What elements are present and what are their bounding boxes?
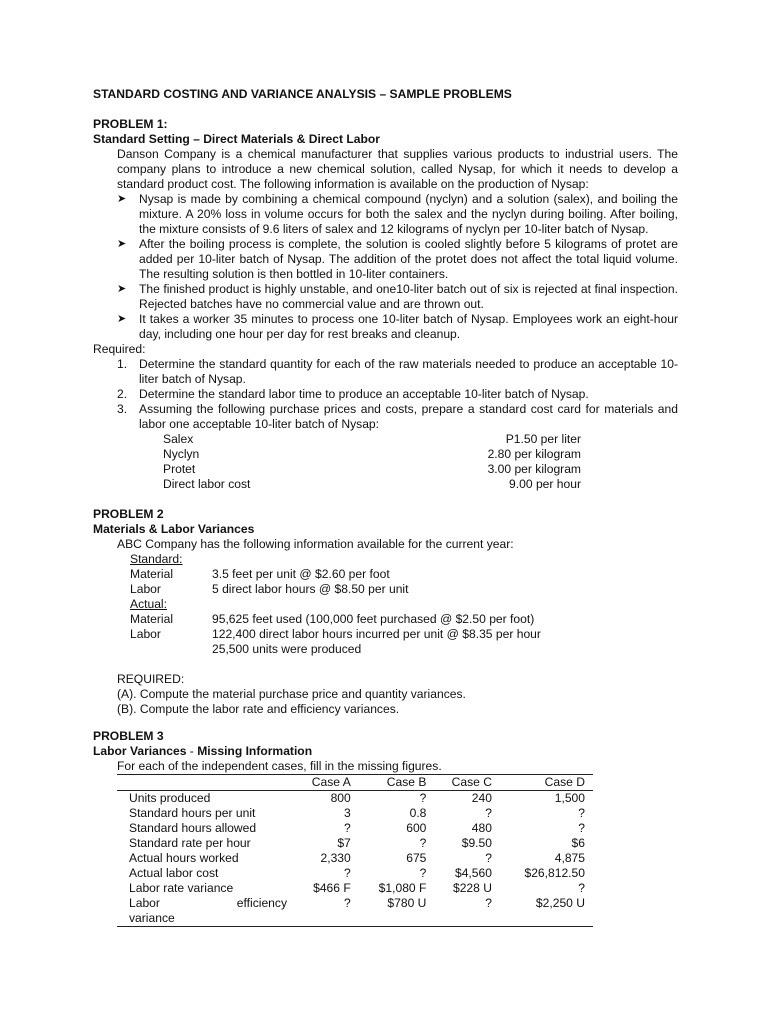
problem-3-subheading: [93, 744, 678, 759]
row-key: Labor: [130, 627, 161, 641]
bullet-item: [117, 282, 678, 312]
subheading-part: Missing Information: [197, 744, 313, 758]
table-row: [117, 851, 593, 866]
arrow-bullet-icon: ➤: [117, 193, 127, 205]
bullet-item: [117, 312, 678, 342]
bullet-item: [117, 237, 678, 282]
cell: $780 U: [359, 896, 435, 927]
cell: $4,560: [454, 866, 492, 880]
actual-row: [130, 612, 678, 627]
price-row: [163, 432, 581, 447]
cell: $26,812.50: [524, 866, 585, 880]
table-row: [117, 866, 593, 881]
cell: 3: [344, 806, 351, 820]
price-row: [163, 447, 581, 462]
cell: ?: [344, 866, 351, 880]
bullet-text: After the boiling process is complete, the solution is cooled slightly before 5 kilograms of protet are added per 10-liter batch of Nysap. The addition of the protet does not affect the total liquid volume. The resulting solution is then bottled in 10-liter containers.: [139, 237, 678, 281]
standard-label: Standard:: [130, 552, 183, 566]
price-row: [163, 462, 581, 477]
required-label: Required:: [93, 342, 146, 356]
subheading-separator: -: [186, 744, 198, 758]
row-label: Actual labor cost: [129, 866, 219, 880]
row-value: 95,625 feet used (100,000 feet purchased @ $2.50 per foot): [212, 612, 535, 626]
cell: 600: [406, 821, 427, 835]
bullet-text: Nysap is made by combining a chemical compound (nyclyn) and a solution (salex), and boiling the mixture. A 20% loss in volume occurs for both the salex and the nyclyn during boiling. After boiling, the mixture consists of 9.6 liters of salex and 12 kilograms of nyclyn per 10-liter batch of Nysap.: [139, 192, 678, 236]
row-label-word: Labor: [129, 896, 160, 910]
bullet-text: The finished product is highly unstable, and one10-liter batch out of six is rejected at final inspection. Rejected batches have no commercial value and are thrown out.: [139, 282, 678, 311]
problem-2-subheading: Materials & Labor Variances: [93, 522, 255, 536]
cases-table: [117, 774, 593, 927]
document-title: STANDARD COSTING AND VARIANCE ANALYSIS – SAMPLE PROBLEMS: [93, 87, 512, 101]
cell: $228 U: [452, 881, 492, 895]
price-value: 9.00 per hour: [509, 477, 581, 491]
required-item: (B). Compute the labor rate and efficiency variances.: [117, 702, 400, 716]
price-value: 3.00 per kilogram: [487, 462, 581, 476]
row-key: Material: [130, 567, 174, 581]
problem-2-heading: PROBLEM 2: [93, 507, 164, 521]
problem-1-heading: PROBLEM 1:: [93, 117, 168, 131]
table-header-row: [117, 775, 593, 791]
arrow-bullet-icon: ➤: [117, 283, 127, 295]
cell: $9.50: [461, 836, 492, 850]
cell: ?: [344, 821, 351, 835]
row-label-word: variance: [129, 911, 175, 925]
row-label: Standard hours allowed: [129, 821, 257, 835]
table-row: [117, 806, 593, 821]
row-key: [130, 642, 212, 657]
problem-3: [93, 729, 678, 774]
cell: $466 F: [313, 881, 351, 895]
item-number: 1.: [117, 357, 128, 371]
cell: ?: [419, 866, 427, 880]
row-label: Actual hours worked: [129, 851, 239, 865]
cell: $7: [337, 836, 351, 850]
header-cell-empty: [117, 775, 295, 791]
bullet-item: [117, 192, 678, 237]
arrow-bullet-icon: ➤: [117, 238, 127, 250]
required-item: [117, 387, 678, 402]
row-label: Standard hours per unit: [129, 806, 256, 820]
item-text: Assuming the following purchase prices and costs, prepare a standard cost card for materials and labor one acceptable 10-liter batch of Nysap:: [139, 402, 678, 431]
cell: 4,875: [554, 851, 585, 865]
cell: 0.8: [409, 806, 427, 820]
actual-label: Actual:: [130, 597, 167, 611]
cell: ?: [419, 836, 427, 850]
row-label: Units produced: [129, 791, 211, 805]
cell: ?: [485, 851, 492, 865]
column-header: Case B: [359, 775, 435, 791]
price-value: 2.80 per kilogram: [487, 447, 581, 461]
cell: ?: [419, 791, 427, 805]
problem-2-intro: ABC Company has the following information available for the current year:: [117, 537, 514, 551]
price-item: Salex: [163, 432, 194, 446]
row-label-line: [129, 896, 287, 911]
problem-3-heading: PROBLEM 3: [93, 729, 164, 743]
actual-row: [130, 642, 678, 657]
table-row: [117, 791, 593, 807]
table-row: [117, 821, 593, 836]
cell: $6: [571, 836, 585, 850]
problem-1-subheading: Standard Setting – Direct Materials & Direct Labor: [93, 132, 380, 146]
column-header: Case C: [434, 775, 500, 791]
price-item: Nyclyn: [163, 447, 200, 461]
cell: ?: [578, 821, 585, 835]
problem-2: [93, 507, 678, 717]
cell: 2,330: [320, 851, 351, 865]
item-text: Determine the standard labor time to produce an acceptable 10-liter batch of Nysap.: [139, 387, 589, 401]
column-header: Case A: [295, 775, 359, 791]
subheading-part: Labor Variances: [93, 744, 187, 758]
row-value: 25,500 units were produced: [212, 642, 362, 656]
cell: $2,250 U: [500, 896, 593, 927]
item-number: 2.: [117, 387, 128, 401]
item-text: Determine the standard quantity for each of the raw materials needed to produce an acceptable 10-liter batch of Nysap.: [139, 357, 678, 386]
row-key: Material: [130, 612, 174, 626]
cell: 480: [471, 821, 492, 835]
cell: ?: [485, 806, 492, 820]
row-value: 5 direct labor hours @ $8.50 per unit: [212, 582, 409, 596]
cell: 1,500: [554, 791, 585, 805]
cell: 240: [471, 791, 492, 805]
required-item: (A). Compute the material purchase price and quantity variances.: [117, 687, 466, 701]
problem-1: [93, 117, 678, 492]
arrow-bullet-icon: ➤: [117, 313, 127, 325]
cell: 800: [330, 791, 351, 805]
bullet-text: It takes a worker 35 minutes to process one 10-liter batch of Nysap. Employees work an eight-hour day, including one hour per day for rest breaks and cleanup.: [139, 312, 678, 341]
standard-row: [130, 582, 678, 597]
required-item: [117, 357, 678, 387]
row-key: Labor: [130, 582, 161, 596]
required-item: [117, 402, 678, 432]
cell: 675: [406, 851, 427, 865]
cell: ?: [295, 896, 359, 927]
row-label: [117, 896, 295, 927]
actual-row: [130, 627, 678, 642]
standard-row: [130, 567, 678, 582]
row-value: 3.5 feet per unit @ $2.60 per foot: [212, 567, 390, 581]
column-header: Case D: [500, 775, 593, 791]
cell: $1,080 F: [378, 881, 427, 895]
row-value: 122,400 direct labor hours incurred per unit @ $8.35 per hour: [212, 627, 541, 641]
price-item: Direct labor cost: [163, 477, 251, 491]
price-row: [163, 477, 581, 492]
cell: ?: [434, 896, 500, 927]
problem-3-intro: For each of the independent cases, fill in the missing figures.: [117, 759, 442, 773]
table-row: [117, 881, 593, 896]
required-label: REQUIRED:: [117, 672, 185, 686]
table-row: [117, 896, 593, 927]
row-label: Standard rate per hour: [129, 836, 251, 850]
row-label-word: efficiency: [236, 896, 287, 910]
spacer: [93, 657, 678, 672]
problem-1-intro: Danson Company is a chemical manufacturer that supplies various products to industrial users. The company plans to introduce a new chemical solution, called Nysap, for which it needs to develop a standard product cost. The following information is available on the production of Nysap:: [117, 147, 678, 191]
price-value: P1.50 per liter: [505, 432, 581, 446]
price-item: Protet: [163, 462, 196, 476]
table-row: [117, 836, 593, 851]
cell: ?: [578, 806, 585, 820]
cell: ?: [578, 881, 585, 895]
row-label: Labor rate variance: [129, 881, 234, 895]
item-number: 3.: [117, 402, 128, 416]
